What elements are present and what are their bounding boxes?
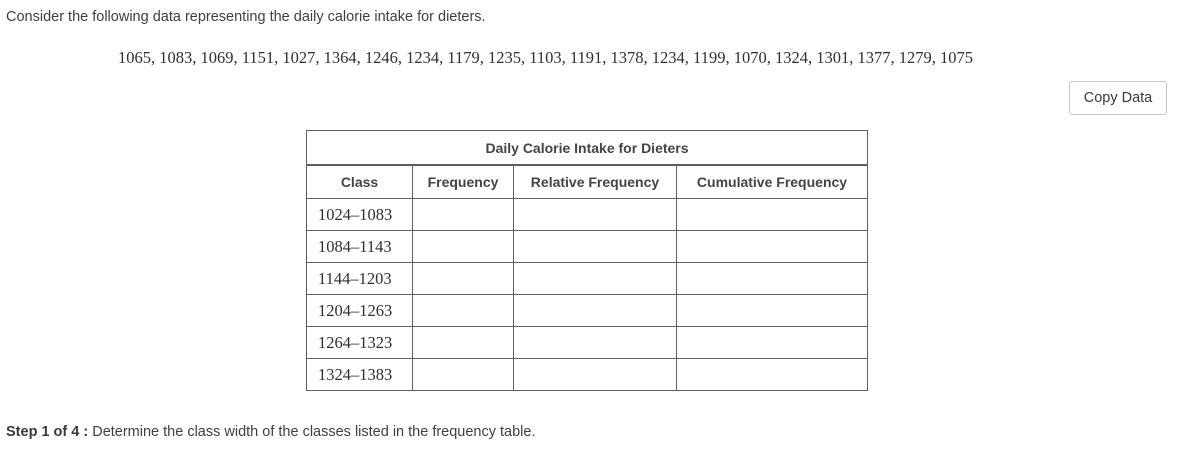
cumulative-frequency-cell[interactable] [677,327,868,359]
frequency-cell[interactable] [413,231,514,263]
table-row [307,295,868,327]
cumulative-frequency-cell[interactable] [677,199,868,231]
table-row [307,199,868,231]
frequency-cell[interactable] [413,199,514,231]
relative-frequency-cell[interactable] [514,327,677,359]
frequency-cell[interactable] [413,359,514,391]
class-cell: 1204–1263 [307,295,413,327]
column-header-frequency: Frequency [413,165,514,199]
copy-data-button[interactable]: Copy Data [1069,81,1167,115]
relative-frequency-cell[interactable] [514,199,677,231]
column-header-class: Class [307,165,413,199]
column-header-cumulative-frequency: Cumulative Frequency [677,165,868,199]
relative-frequency-cell[interactable] [514,295,677,327]
class-cell: 1084–1143 [307,231,413,263]
cumulative-frequency-cell[interactable] [677,295,868,327]
table-row [307,231,868,263]
table-row [307,359,868,391]
step-label: Step 1 of 4 : [6,424,89,440]
table-title: Daily Calorie Intake for Dieters [307,131,868,166]
cumulative-frequency-cell[interactable] [677,263,868,295]
column-header-relative-frequency: Relative Frequency [514,165,677,199]
class-cell: 1144–1203 [307,263,413,295]
frequency-cell[interactable] [413,327,514,359]
table-row [307,327,868,359]
frequency-cell[interactable] [413,263,514,295]
step-text: Determine the class width of the classes listed in the frequency table. [88,424,536,440]
relative-frequency-cell[interactable] [514,263,677,295]
class-cell: 1264–1323 [307,327,413,359]
table-header-row [307,165,868,199]
question-prompt: Consider the following data representing the daily calorie intake for dieters. [6,9,486,25]
frequency-table [306,130,868,391]
cumulative-frequency-cell[interactable] [677,231,868,263]
relative-frequency-cell[interactable] [514,231,677,263]
relative-frequency-cell[interactable] [514,359,677,391]
class-cell: 1024–1083 [307,199,413,231]
table-row [307,263,868,295]
cumulative-frequency-cell[interactable] [677,359,868,391]
frequency-cell[interactable] [413,295,514,327]
step-instruction [6,423,536,441]
class-cell: 1324–1383 [307,359,413,391]
calorie-dataset: 1065, 1083, 1069, 1151, 1027, 1364, 1246, 1234, 1179, 1235, 1103, 1191, 1378, 1234, 1199, 1070, 1324, 1301, 1377, 1279, 1075 [118,48,973,67]
